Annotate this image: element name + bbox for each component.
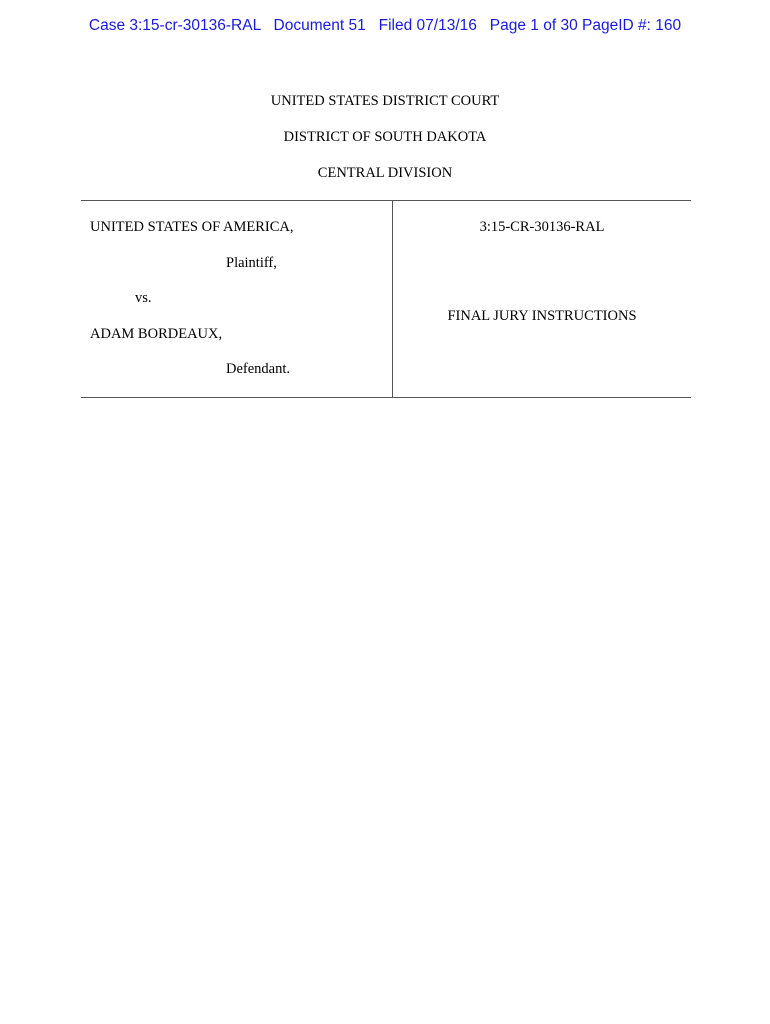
caption-bottom-rule xyxy=(81,397,691,398)
defendant-name: ADAM BORDEAUX, xyxy=(90,326,223,342)
plaintiff-role: Plaintiff, xyxy=(226,255,277,271)
court-district: DISTRICT OF SOUTH DAKOTA xyxy=(283,129,487,145)
caption-top-rule xyxy=(81,200,691,201)
defendant-role: Defendant. xyxy=(226,361,291,377)
plaintiff-name: UNITED STATES OF AMERICA, xyxy=(90,219,294,235)
case-number: 3:15-CR-30136-RAL xyxy=(479,219,605,235)
court-name: UNITED STATES DISTRICT COURT xyxy=(270,93,500,109)
court-division: CENTRAL DIVISION xyxy=(317,165,453,181)
ecf-filing-header: Case 3:15-cr-30136-RAL Document 51 Filed 07/13/16 Page 1 of 30 PageID #: 160 xyxy=(88,17,682,34)
versus-label: vs. xyxy=(135,290,152,306)
document-title: FINAL JURY INSTRUCTIONS xyxy=(447,308,637,324)
